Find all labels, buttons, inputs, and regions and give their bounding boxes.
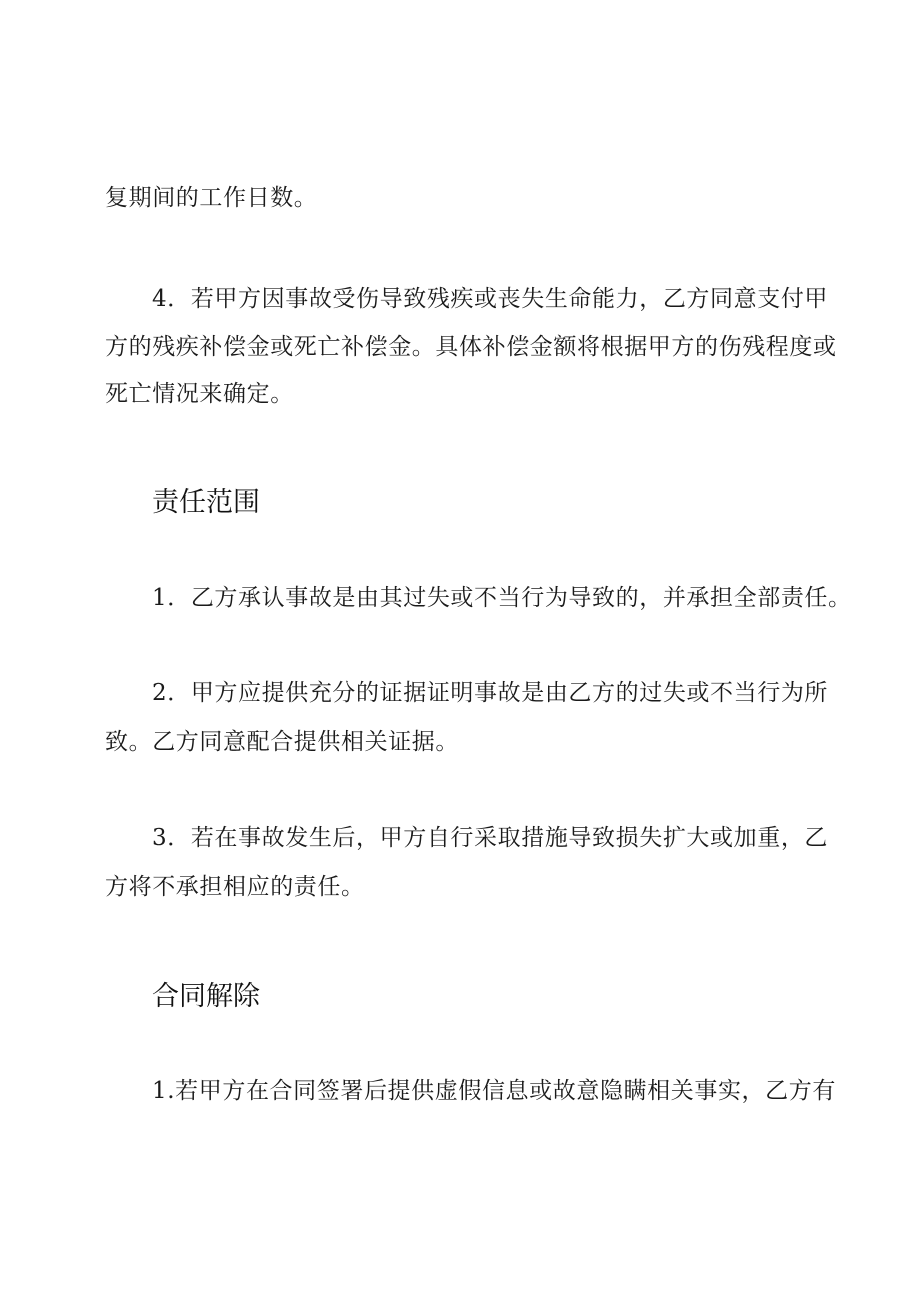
paragraph-line: 方的残疾补偿金或死亡补偿金。具体补偿金额将根据甲方的伤残程度或 <box>105 334 837 360</box>
paragraph-line: 1．乙方承认事故是由其过失或不当行为导致的，并承担全部责任。 <box>152 585 852 611</box>
section-heading: 合同解除 <box>152 981 260 1012</box>
paragraph-line: 4．若甲方因事故受伤导致残疾或丧失生命能力，乙方同意支付甲 <box>152 286 829 312</box>
paragraph-line: 1.若甲方在合同签署后提供虚假信息或故意隐瞒相关事实，乙方有 <box>152 1078 836 1104</box>
paragraph-line: 复期间的工作日数。 <box>105 185 318 211</box>
section-heading: 责任范围 <box>152 487 260 518</box>
paragraph-line: 致。乙方同意配合提供相关证据。 <box>105 729 459 755</box>
paragraph-line: 2．甲方应提供充分的证据证明事故是由乙方的过失或不当行为所 <box>152 680 829 706</box>
paragraph-line: 方将不承担相应的责任。 <box>105 874 365 900</box>
paragraph-line: 死亡情况来确定。 <box>105 381 294 407</box>
paragraph-line: 3．若在事故发生后，甲方自行采取措施导致损失扩大或加重，乙 <box>152 825 829 851</box>
